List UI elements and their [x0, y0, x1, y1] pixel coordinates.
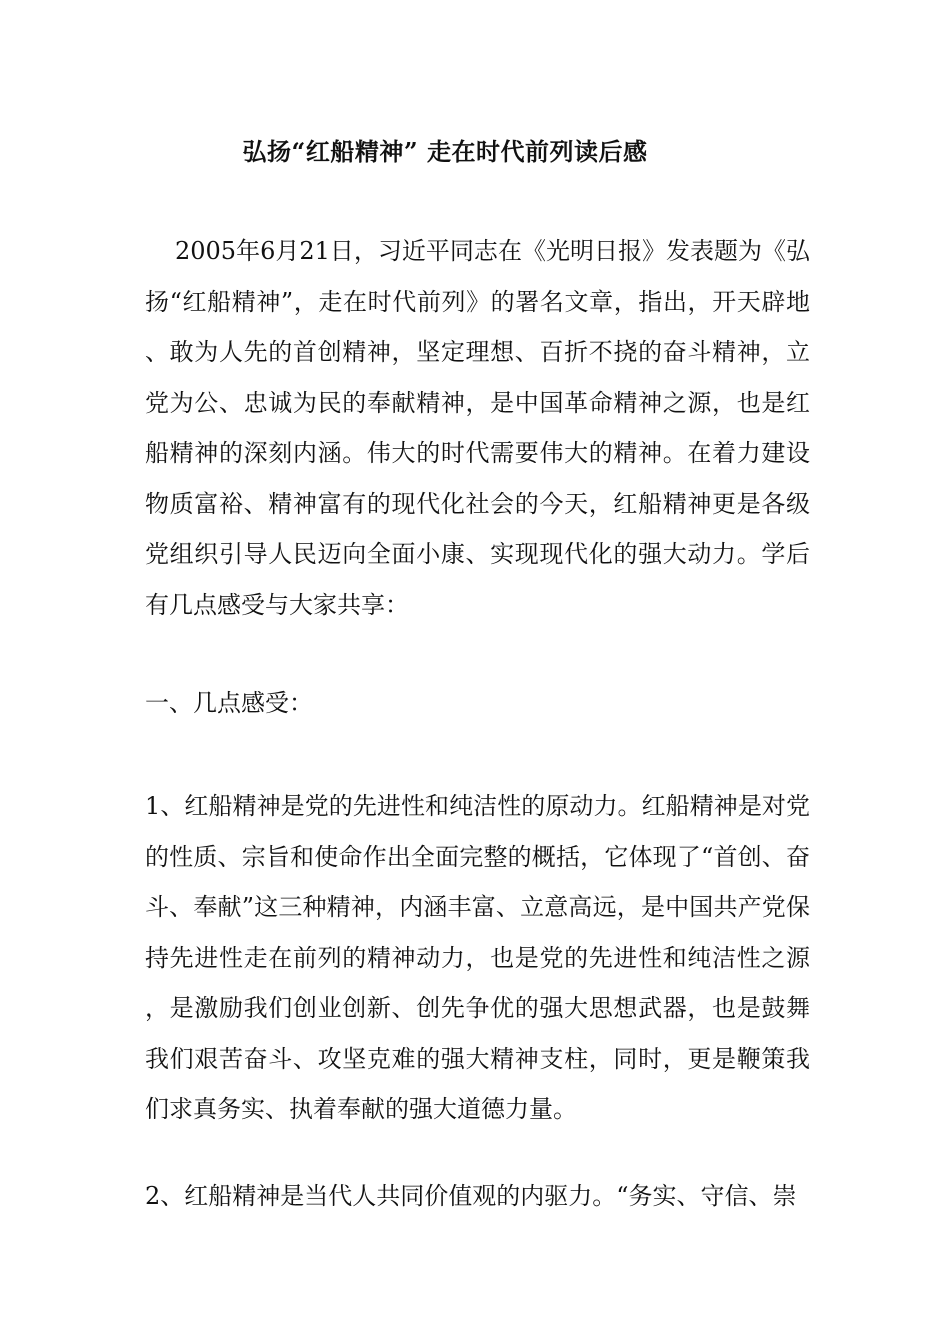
point-2-paragraph: 2、红船精神是当代人共同价值观的内驱力。“务实、守信、崇: [145, 1182, 797, 1210]
section-heading: 一、几点感受：: [145, 689, 313, 717]
point-1-paragraph: 1、红船精神是党的先进性和纯洁性的原动力。红船精神是对党的性质、宗旨和使命作出全面完整的概括，它体现了“首创、奋斗、奉献”这三种精神，内涵丰富、立意高远，是中国共产党保持先进性走在前列的精神动力，也是党的先进性和纯洁性之源，是激励我们创业创新、创先争优的强大思想武器，也是鼓舞我们艰苦奋斗、攻坚克难的强大精神支柱，同时，更是鞭策我们求真务实、执着奉献的强大道德力量。: [145, 792, 810, 1123]
document-title: 弘扬“红船精神” 走在时代前列读后感: [242, 137, 648, 166]
intro-paragraph: 2005年6月21日，习近平同志在《光明日报》发表题为《弘扬“红船精神”，走在时代前列》的署名文章，指出，开天辟地、敢为人先的首创精神，坚定理想、百折不挠的奋斗精神，立党为公、忠诚为民的奉献精神，是中国革命精神之源，也是红船精神的深刻内涵。伟大的时代需要伟大的精神。在着力建设物质富裕、精神富有的现代化社会的今天，红船精神更是各级党组织引导人民迈向全面小康、实现现代化的强大动力。学后有几点感受与大家共享：: [145, 237, 810, 619]
